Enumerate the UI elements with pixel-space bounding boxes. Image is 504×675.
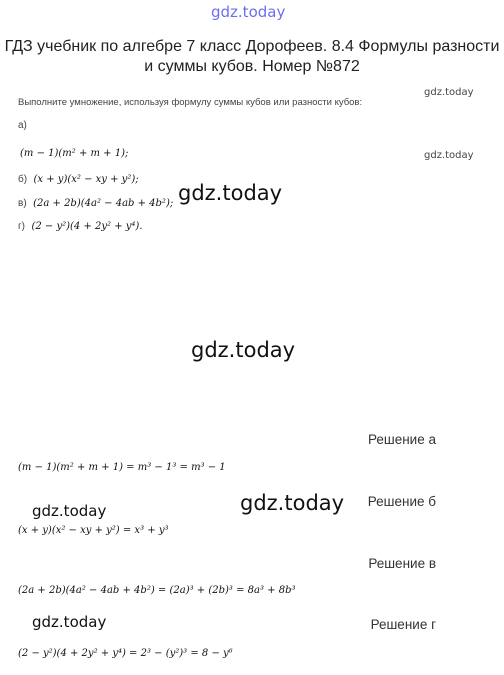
task-item [18,193,173,211]
watermark-top: gdz.today [211,3,286,21]
task-item-label: в) [18,198,27,209]
watermark-right: gdz.today [424,87,474,98]
watermark-center: gdz.today [240,491,345,515]
watermark-center: gdz.today [191,338,296,362]
solution-formula: (m − 1)(m² + m + 1) = m³ − 1³ = m³ − 1 [18,462,226,473]
solution-formula: (2a + 2b)(4a² − 4ab + 4b²) = (2a)³ + (2b)³ = 8a³ + 8b³ [18,585,296,596]
task-item-label: г) [18,221,25,232]
task-item [18,216,143,234]
solution-formula: (x + y)(x² − xy + y²) = x³ + y³ [18,525,169,536]
solution-heading: Решение а [367,432,436,447]
solution-heading: Решение г [370,617,436,632]
solution-formula: (2 − y²)(4 + 2y² + y⁴) = 2³ − (y²)³ = 8 − y⁶ [18,648,233,659]
solution-heading: Решение б [367,494,436,509]
watermark-left: gdz.today [32,613,107,631]
task-item-expression: (m − 1)(m² + m + 1); [20,148,129,159]
page-title: ГДЗ учебник по алгебре 7 класс Дорофеев. 8.4 Формулы разности и суммы кубов. Номер №872 [4,38,500,75]
task-item-expression: (x + y)(x² − xy + y²); [33,174,139,185]
task-item-label: а) [18,120,27,131]
watermark-left: gdz.today [32,502,107,520]
task-instruction: Выполните умножение, используя формулу суммы кубов или разности кубов: [18,97,363,108]
watermark-center: gdz.today [178,181,283,205]
task-item-expression: (2 − y²)(4 + 2y² + y⁴). [31,221,143,232]
solution-heading: Решение в [368,556,436,571]
task-item-expression: (2a + 2b)(4a² − 4ab + 4b²); [33,198,174,209]
task-item-label: б) [18,174,28,185]
watermark-right: gdz.today [424,150,474,161]
task-item [18,169,139,187]
